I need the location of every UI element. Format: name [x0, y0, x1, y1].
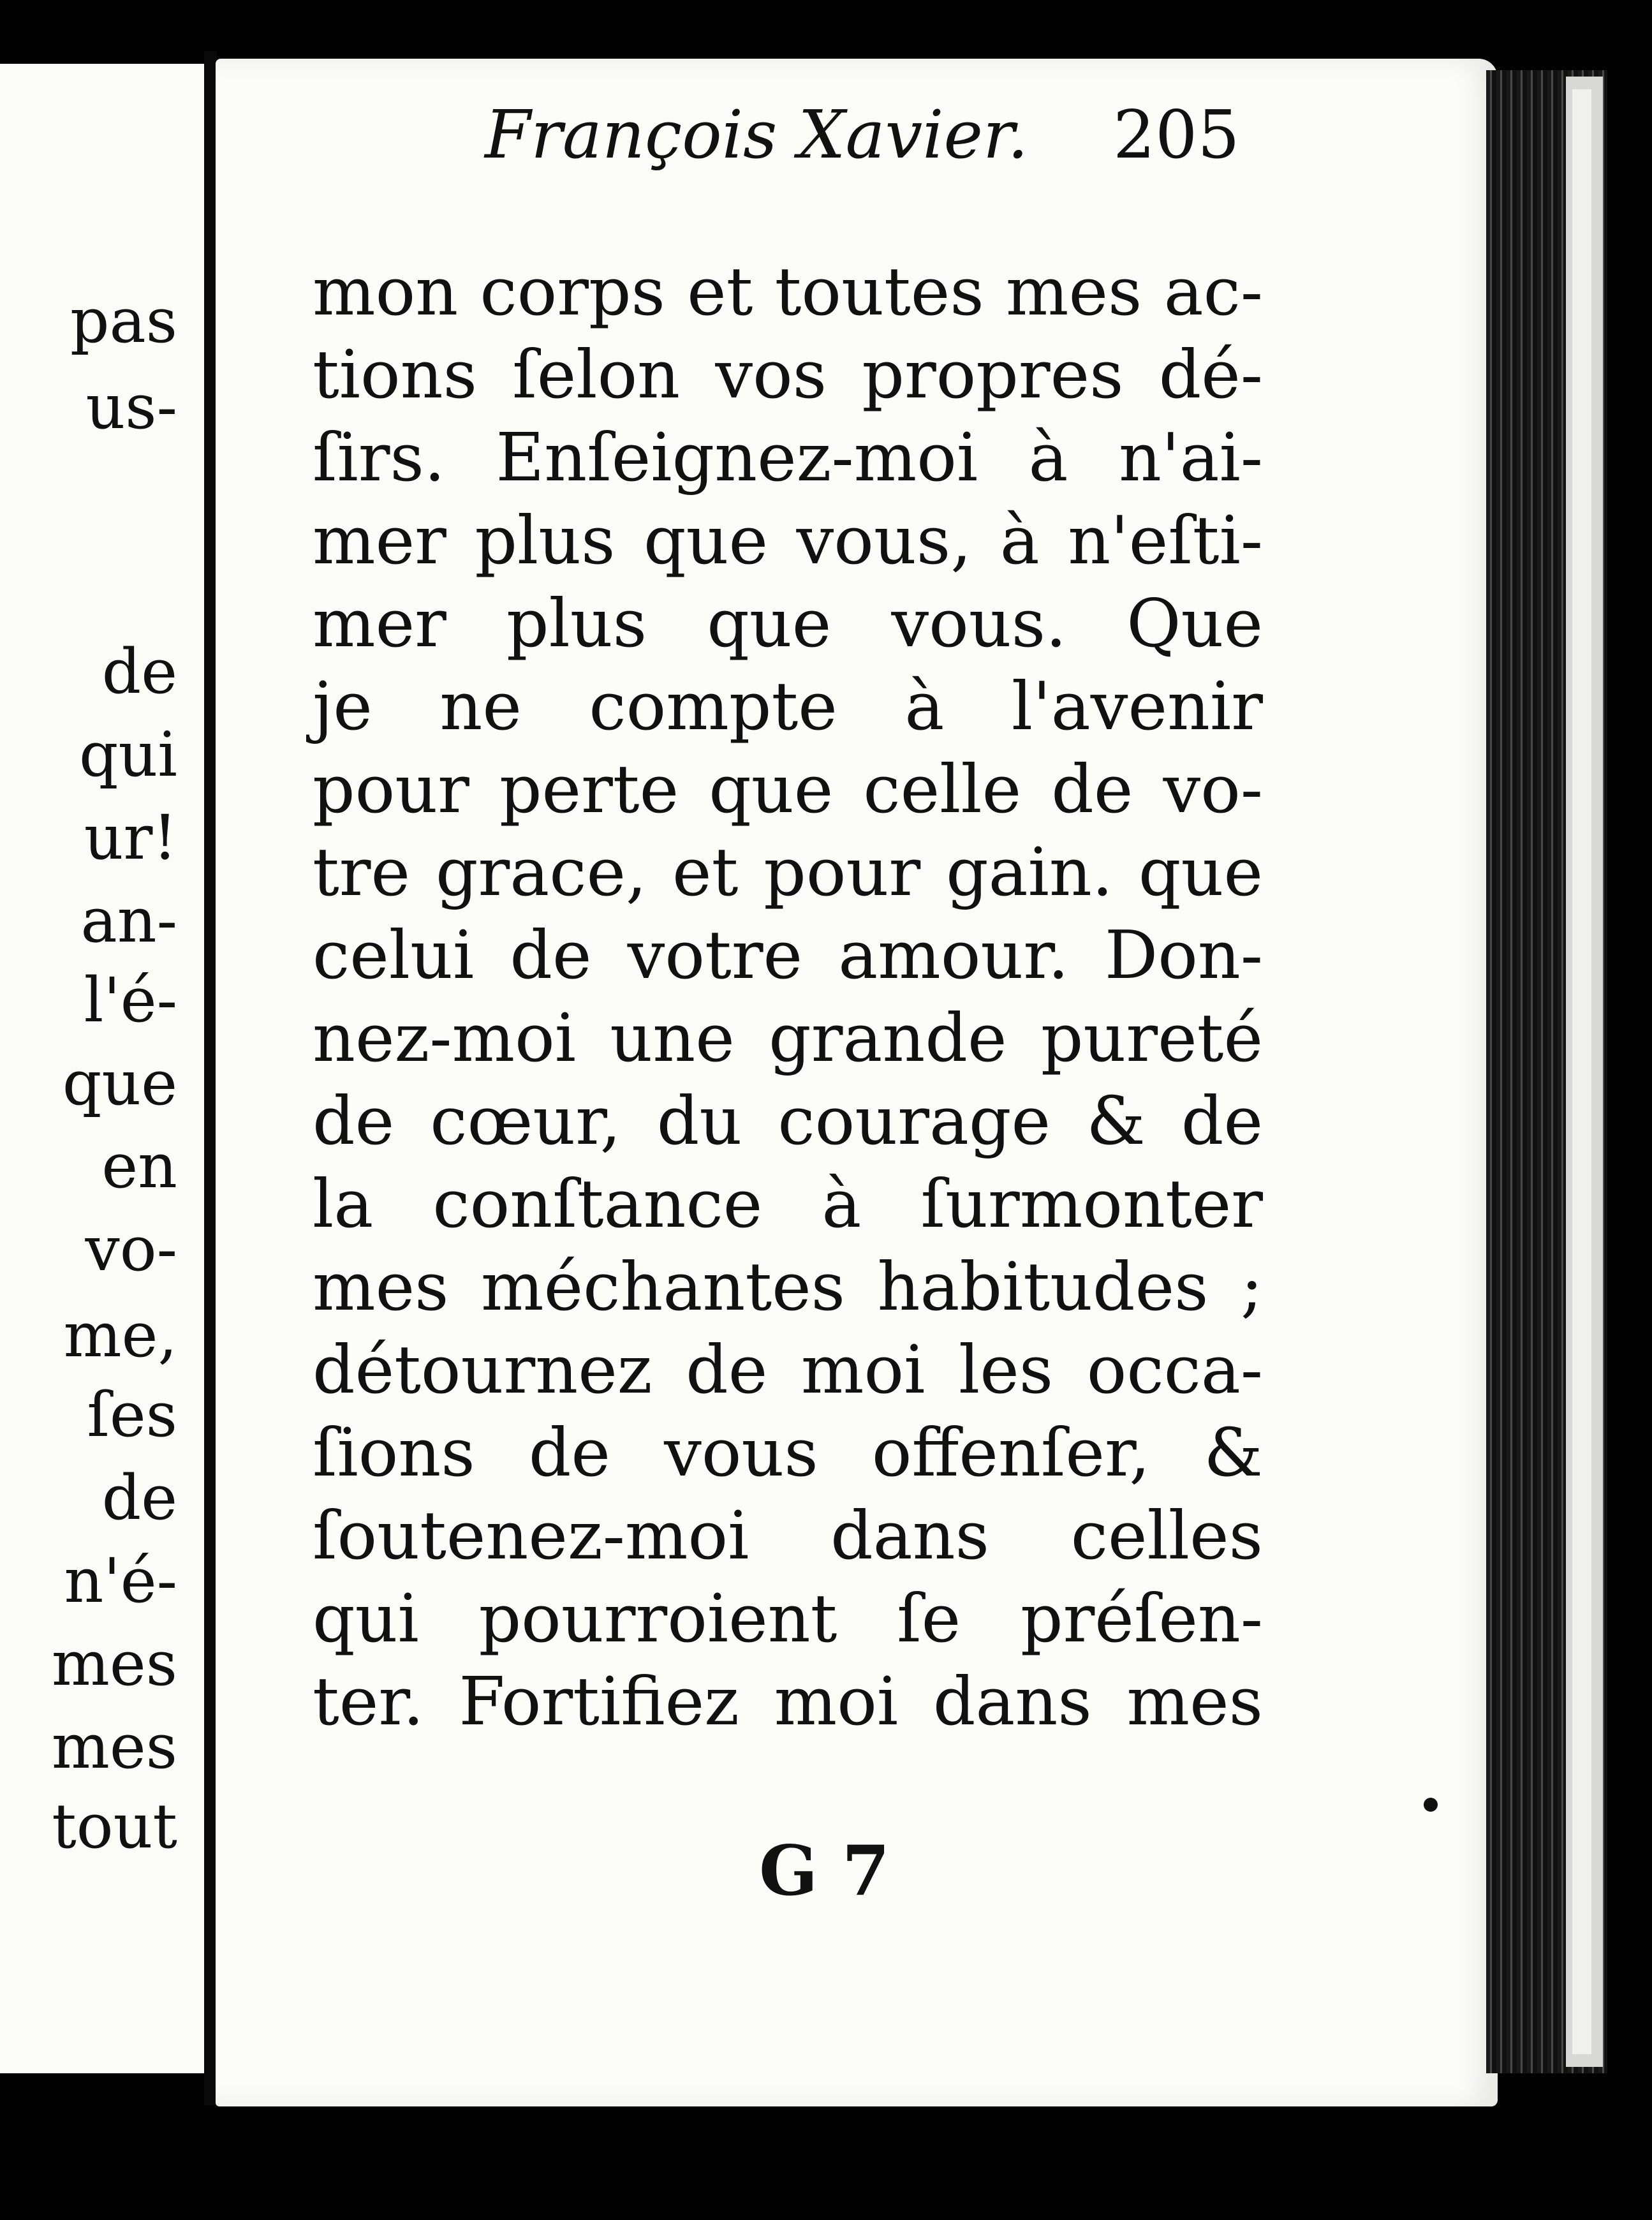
left-page-line: en — [101, 1130, 177, 1202]
left-page-line: de — [101, 1462, 177, 1534]
body-line: celui de votre amour. Don- — [313, 916, 1263, 994]
ink-speck — [1424, 1798, 1438, 1812]
left-page-line: ur! — [84, 802, 177, 873]
left-page-line: tout — [52, 1791, 177, 1862]
body-line: ſirs. Enſeignez-moi à n'ai- — [313, 418, 1263, 496]
body-line: tre grace, et pour gain. que — [313, 833, 1263, 911]
left-page-line: qui — [79, 719, 177, 790]
left-page-line: de — [101, 636, 177, 707]
body-line: ſions de vous offenſer, & — [313, 1414, 1263, 1491]
left-page-line: an- — [80, 885, 177, 956]
left-page-line: mes — [51, 1628, 177, 1699]
left-page-line: n'é- — [64, 1545, 177, 1617]
left-page-line: me, — [63, 1299, 177, 1371]
body-line: je ne compte à l'avenir — [313, 667, 1263, 745]
body-line: de cœur, du courage & de — [313, 1082, 1263, 1160]
book-gutter — [204, 51, 217, 2105]
body-line: pour perte que celle de vo- — [313, 750, 1263, 828]
body-line: mer plus que vous, à n'eſti- — [313, 501, 1263, 579]
page-edges-inner — [1572, 89, 1591, 2054]
body-line: qui pourroient ſe préſen- — [313, 1580, 1263, 1657]
body-line: mon corps et toutes mes ac- — [313, 253, 1263, 330]
left-page-line: mes — [51, 1711, 177, 1782]
body-line: mes méchantes habitudes ; — [313, 1248, 1263, 1326]
body-line: la conſtance à ſurmonter — [313, 1165, 1263, 1243]
body-line: ter. Fortifiez moi dans mes — [313, 1662, 1263, 1740]
signature-mark: G 7 — [759, 1831, 890, 1911]
body-line: tions ſelon vos propres dé- — [313, 336, 1263, 413]
left-page — [0, 64, 208, 2073]
left-page-line: l'é- — [84, 965, 177, 1036]
left-page-line: que — [62, 1047, 177, 1119]
left-page-line: ſes — [87, 1379, 177, 1451]
body-line: nez-moi une grande pureté — [313, 999, 1263, 1077]
left-page-line: us- — [85, 371, 177, 443]
left-page-line: pas — [70, 285, 177, 357]
body-line: ſoutenez-moi dans celles — [313, 1497, 1263, 1574]
left-page-line: vo- — [85, 1213, 177, 1285]
body-line: détournez de moi les occa- — [313, 1331, 1263, 1409]
running-head: François Xavier. — [485, 96, 1029, 174]
page-number: 205 — [1113, 96, 1240, 174]
body-line: mer plus que vous. Que — [313, 584, 1263, 662]
